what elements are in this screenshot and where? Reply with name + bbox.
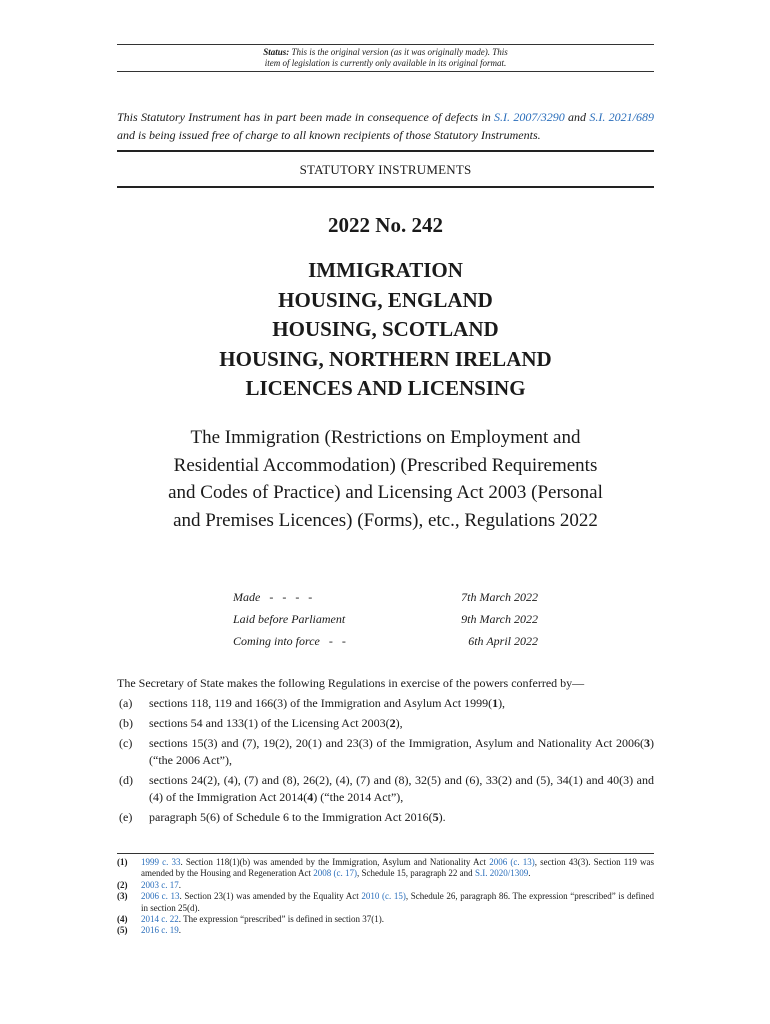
made-label: Made - - - - (233, 590, 313, 604)
series-bar (117, 150, 654, 188)
title-line: The Immigration (Restrictions on Employment and (190, 427, 581, 448)
footnote-link[interactable]: 2010 (361, 891, 380, 902)
footnote-text: 1999 c. 33. Section 118(1)(b) was amended by the Immigration, Asylum and Nationality Act 2006 (c. 13), section 43(3). Section 119 was amended by the Housing and Regeneration Act 2008 (c. 17), Schedule 15, paragraph 22 and S.I. 2020/1309. (141, 857, 654, 879)
footnote-number: (3) (117, 891, 128, 902)
footnote-link[interactable]: 2008 (313, 868, 332, 879)
subject-headings (117, 256, 654, 404)
footnotes (117, 853, 654, 937)
list-item (117, 772, 654, 806)
list-item (117, 735, 654, 769)
footnote-link[interactable]: 2003 c. 17 (141, 879, 179, 890)
title-line: Residential Accommodation) (Prescribed Requirements (173, 454, 598, 476)
list-item (117, 715, 654, 732)
item-label: (a) (119, 696, 133, 710)
item-label: (c) (119, 736, 133, 750)
footnote-link[interactable]: 2006 (489, 857, 508, 867)
series-bottom-rule (117, 186, 654, 188)
note-link-si-2007-3290[interactable]: S.I. 2007/3290 (494, 110, 565, 124)
footnote-ref[interactable]: 5 (432, 810, 439, 824)
footnote-3 (117, 891, 654, 914)
footnote-text: 2006 c. 13. Section 23(1) was amended by the Equality Act 2010 (c. 15), Schedule 26, paragraph 86. The expression “prescribed” is defined in section 25(d). (141, 891, 655, 913)
instrument-title (117, 424, 654, 534)
date-row-laid (233, 608, 538, 630)
footnote-1 (117, 857, 654, 880)
footnote-number: (4) (117, 914, 128, 925)
subject-heading: HOUSING, ENGLAND (278, 287, 493, 312)
force-label: Coming into force - - (233, 634, 346, 648)
status-line-2: item of legislation is currently only available in its original format. (264, 58, 507, 68)
item-label: (e) (119, 810, 133, 824)
made-date: 7th March 2022 (461, 590, 538, 604)
footnote-ref[interactable]: 3 (644, 736, 650, 750)
status-bottom-rule (117, 71, 654, 72)
item-label: (b) (119, 716, 133, 730)
dates-table (233, 586, 538, 652)
series-label: STATUTORY INSTRUMENTS (299, 162, 472, 177)
laid-date: 9th March 2022 (461, 612, 538, 626)
status-label: Status: (263, 47, 290, 57)
footnote-link[interactable]: (c. 17) (333, 868, 357, 879)
footnote-ref[interactable]: 2 (389, 716, 396, 730)
status-box (117, 44, 654, 72)
footnote-4 (117, 914, 654, 925)
footnote-link[interactable]: 2016 c. 19 (141, 925, 179, 936)
footnote-text: 2016 c. 19. (141, 925, 181, 936)
item-text: sections 15(3) and (7), 19(2), 20(1) and 23(3) of the Immigration, Asylum and Nationality Act 2006(3) (“the 2006 Act”), (149, 736, 654, 767)
subject-heading: IMMIGRATION (308, 258, 463, 282)
powers-list (117, 695, 654, 826)
title-line: and Premises Licences) (Forms), etc., Regulations 2022 (173, 509, 598, 531)
defect-note (117, 108, 654, 144)
note-link-si-2021-689[interactable]: S.I. 2021/689 (589, 110, 654, 124)
subject-heading: LICENCES AND LICENSING (245, 376, 526, 400)
footnote-ref[interactable]: 4 (307, 790, 314, 804)
status-text (117, 45, 654, 69)
subject-heading: HOUSING, NORTHERN IRELAND (219, 346, 552, 371)
date-row-made (233, 586, 538, 608)
item-text: sections 24(2), (4), (7) and (8), 26(2), (4), (7) and (8), 32(5) and (6), 33(2) and (5), 34(1) and 40(3) and (4) of the Immigration Act 2014(4) (“the 2014 Act”), (149, 773, 654, 804)
footnote-rule (117, 853, 654, 854)
force-date: 6th April 2022 (468, 634, 538, 648)
footnote-number: (1) (117, 857, 128, 867)
list-item (117, 695, 654, 712)
status-line-1: This is the original version (as it was originally made). This (291, 47, 508, 57)
footnote-link[interactable]: (c. 15) (382, 891, 406, 902)
note-text-2: and (564, 110, 590, 124)
footnote-link[interactable]: (c. 13) (510, 857, 535, 867)
footnote-ref[interactable]: 1 (492, 696, 499, 710)
footnote-number: (5) (117, 925, 128, 936)
laid-label: Laid before Parliament (233, 612, 346, 626)
item-text: paragraph 5(6) of Schedule 6 to the Immigration Act 2016(5). (149, 810, 446, 824)
footnote-text: 2003 c. 17. (141, 879, 181, 890)
footnote-link[interactable]: 1999 c. 33 (141, 857, 181, 867)
title-line: and Codes of Practice) and Licensing Act 2003 (Personal (168, 482, 603, 503)
subject-heading: HOUSING, SCOTLAND (272, 317, 499, 341)
footnote-5 (117, 925, 654, 936)
preamble-intro: The Secretary of State makes the following Regulations in exercise of the powers conferred by— (117, 676, 585, 690)
item-text: sections 54 and 133(1) of the Licensing Act 2003(2), (149, 716, 403, 730)
footnote-link[interactable]: S.I. 2020/1309 (474, 868, 529, 879)
note-text-1: This Statutory Instrument has in part been made in consequence of defects in (117, 110, 495, 124)
footnote-number: (2) (117, 879, 128, 890)
footnote-2 (117, 880, 654, 891)
item-label: (d) (119, 773, 133, 787)
note-text-3: and is being issued free of charge to all known recipients of those Statutory Instruments. (117, 128, 541, 142)
date-row-force (233, 630, 538, 652)
preamble (117, 675, 654, 829)
footnote-link[interactable]: 2014 c. 22 (141, 914, 179, 925)
instrument-number: 2022 No. 242 (328, 213, 443, 237)
footnote-text: 2014 c. 22. The expression “prescribed” is defined in section 37(1). (141, 914, 385, 925)
item-text: sections 118, 119 and 166(3) of the Immigration and Asylum Act 1999(1), (149, 696, 506, 710)
footnote-link[interactable]: 2006 c. 13 (141, 891, 180, 902)
list-item (117, 809, 654, 826)
